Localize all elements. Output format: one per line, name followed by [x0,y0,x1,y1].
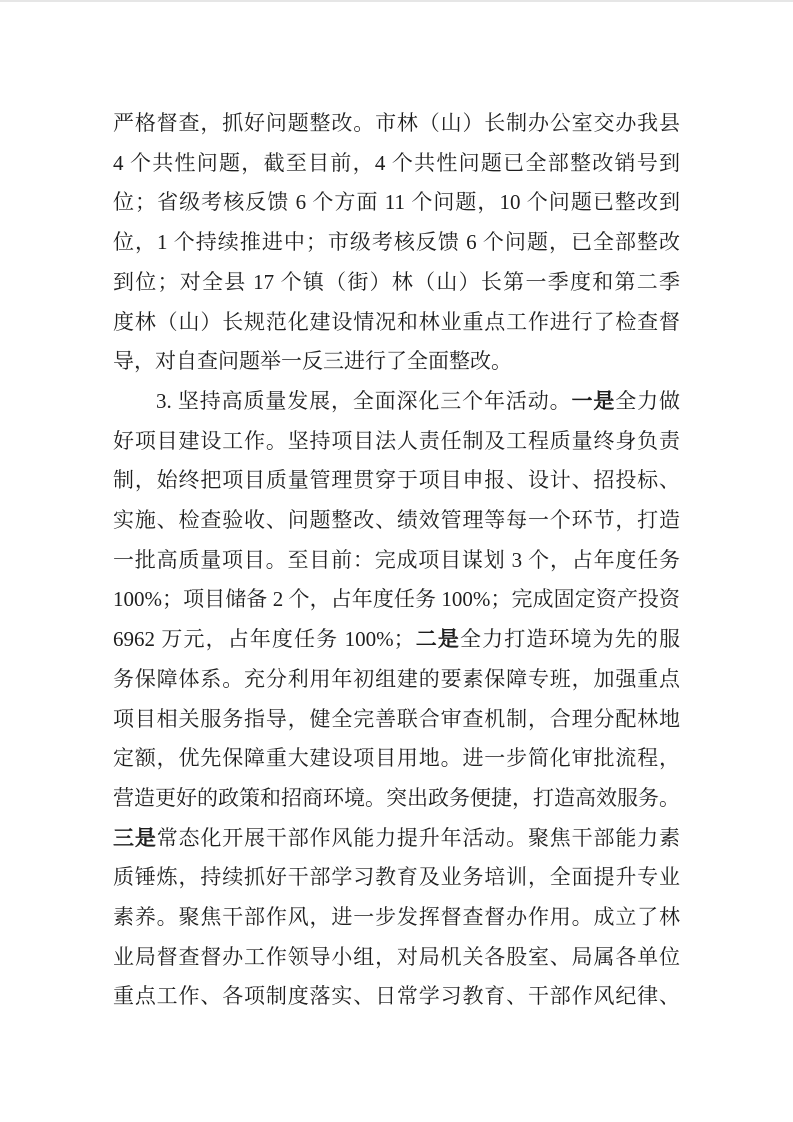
text-run: 全力打造环境为先的服 [459,627,681,652]
text-run: 100%；项目储备 2 个，占年度任务 100%；完成固定资产投资 [113,587,680,612]
text-line [113,461,680,501]
text-line [113,660,680,700]
text-line [113,144,680,184]
text-line [113,779,680,819]
text-run: 6962 万元，占年度任务 100%； [113,627,415,652]
text-line [113,422,680,462]
text-run: 制，始终把项目质量管理贯穿于项目申报、设计、招投标、 [113,468,680,493]
text-line [113,382,680,422]
text-run: 常态化开展干部作风能力提升年活动。聚焦干部能力素 [156,825,681,850]
text-line [113,620,680,660]
text-line [113,898,680,938]
bold-run: 二是 [414,627,460,652]
bold-run: 三是 [113,825,157,850]
text-line [113,342,680,382]
text-run: 全力做 [615,388,681,413]
text-line [113,700,680,740]
text-run: 营造更好的政策和招商环境。突出政务便捷，打造高效服务。 [113,785,680,810]
text-run: 4 个共性问题，截至目前，4 个共性问题已全部整改销号到 [113,150,680,175]
text-run: 位，1 个持续推进中；市级考核反馈 6 个问题，已全部整改 [113,230,680,255]
text-run: 到位；对全县 17 个镇（街）林（山）长第一季度和第二季 [113,269,680,294]
text-run: 位；省级考核反馈 6 个方面 11 个问题，10 个问题已整改到 [113,190,680,215]
text-run: 好项目建设工作。坚持项目法人责任制及工程质量终身负责 [113,428,680,453]
text-run: 务保障体系。充分利用年初组建的要素保障专班，加强重点 [113,666,680,691]
text-line [113,938,680,978]
text-line [113,104,680,144]
text-line [113,303,680,343]
text-line [113,501,680,541]
text-line [113,739,680,779]
document-body [113,104,680,1017]
text-run: 业局督查督办工作领导小组，对局机关各股室、局属各单位 [113,944,680,969]
text-line [113,223,680,263]
bold-run: 一是 [571,388,616,413]
text-line [113,819,680,859]
text-run: 3. 坚持高质量发展，全面深化三个年活动。 [156,388,572,413]
text-run: 度林（山）长规范化建设情况和林业重点工作进行了检查督 [113,309,680,334]
text-line [113,183,680,223]
text-run: 素养。聚焦干部作风，进一步发挥督查督办作用。成立了林 [113,905,680,930]
text-run: 严格督查，抓好问题整改。市林（山）长制办公室交办我县 [113,111,680,135]
text-line [113,580,680,620]
text-run: 质锤炼，持续抓好干部学习教育及业务培训，全面提升专业 [113,865,680,890]
text-run: 定额，优先保障重大建设项目用地。进一步简化审批流程， [113,746,680,771]
text-run: 重点工作、各项制度落实、日常学习教育、干部作风纪律、 [113,984,680,1009]
text-run: 项目相关服务指导，健全完善联合审查机制，合理分配林地 [113,706,680,731]
text-line [113,977,680,1017]
text-line [113,858,680,898]
text-line [113,263,680,303]
text-run: 一批高质量项目。至目前：完成项目谋划 3 个，占年度任务 [113,547,680,572]
text-run: 导，对自查问题举一反三进行了全面整改。 [113,349,512,374]
text-line [113,541,680,581]
text-run: 实施、检查验收、问题整改、绩效管理等每一个环节，打造 [113,508,680,533]
